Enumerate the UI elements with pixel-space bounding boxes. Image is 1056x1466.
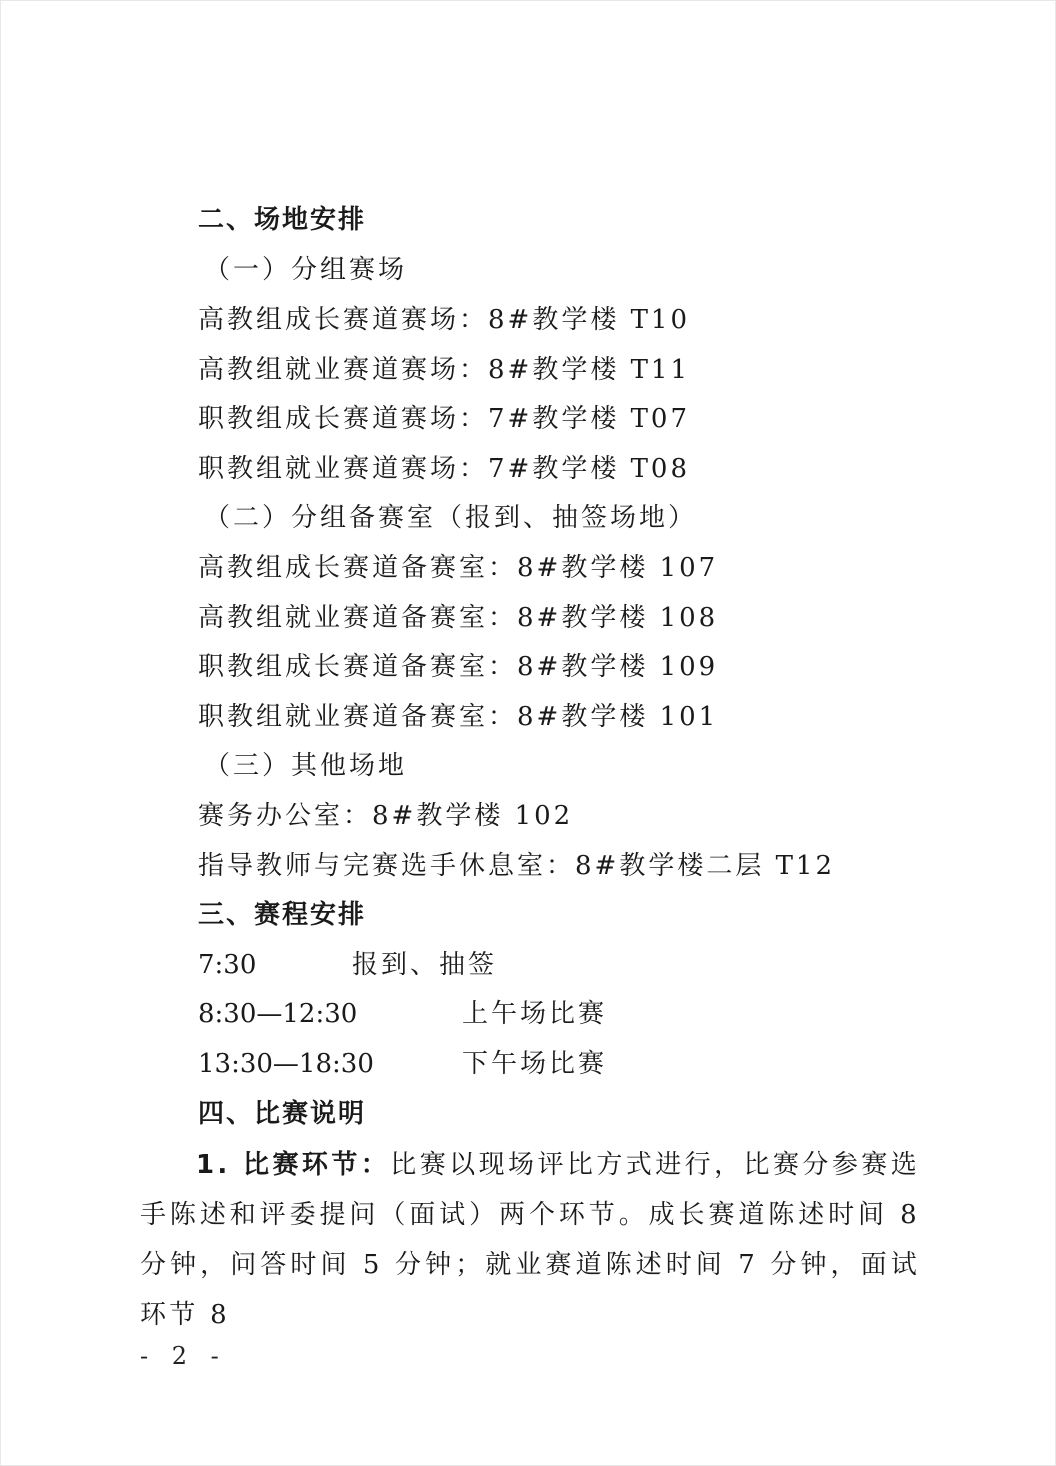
paragraph-text: 比赛以现场评比方式进行，比赛分参赛选手陈述和评委提问（面试）两个环节。成长赛道陈述时间 8 分钟，问答时间 5 分钟；就业赛道陈述时间 7 分钟，面试环节 8: [140, 1150, 920, 1330]
section-heading: 二、场地安排: [198, 205, 367, 235]
schedule-event: 报到、抽签: [352, 950, 498, 980]
venue-line: 职教组就业赛道赛场：7#教学楼 T08: [198, 454, 691, 484]
other-venue-line: 赛务办公室：8#教学楼 102: [198, 801, 574, 831]
schedule-event: 下午场比赛: [462, 1049, 608, 1079]
other-venue-line: 指导教师与完赛选手休息室：8#教学楼二层 T12: [198, 851, 836, 881]
subsection-title: （二）分组备赛室（报到、抽签场地）: [204, 503, 698, 533]
schedule-time: 7:30: [198, 950, 257, 980]
schedule-event: 上午场比赛: [462, 999, 608, 1029]
subsection-title: （一）分组赛场: [204, 255, 408, 285]
prep-room-line: 职教组成长赛道备赛室：8#教学楼 109: [198, 652, 719, 682]
prep-room-line: 高教组成长赛道备赛室：8#教学楼 107: [198, 553, 719, 583]
paragraph-label: 1. 比赛环节：: [196, 1150, 391, 1180]
subsection-title: （三）其他场地: [204, 751, 408, 781]
schedule-time: 13:30—18:30: [198, 1049, 374, 1079]
section-heading: 三、赛程安排: [198, 900, 367, 930]
paragraph: [140, 1140, 920, 1340]
section-heading: 四、比赛说明: [198, 1099, 367, 1129]
venue-line: 高教组成长赛道赛场：8#教学楼 T10: [198, 305, 691, 335]
venue-line: 高教组就业赛道赛场：8#教学楼 T11: [198, 355, 691, 385]
venue-line: 职教组成长赛道赛场：7#教学楼 T07: [198, 404, 691, 434]
prep-room-line: 职教组就业赛道备赛室：8#教学楼 101: [198, 702, 719, 732]
prep-room-line: 高教组就业赛道备赛室：8#教学楼 108: [198, 603, 719, 633]
page-number: - 2 -: [140, 1342, 227, 1370]
schedule-time: 8:30—12:30: [198, 999, 358, 1029]
